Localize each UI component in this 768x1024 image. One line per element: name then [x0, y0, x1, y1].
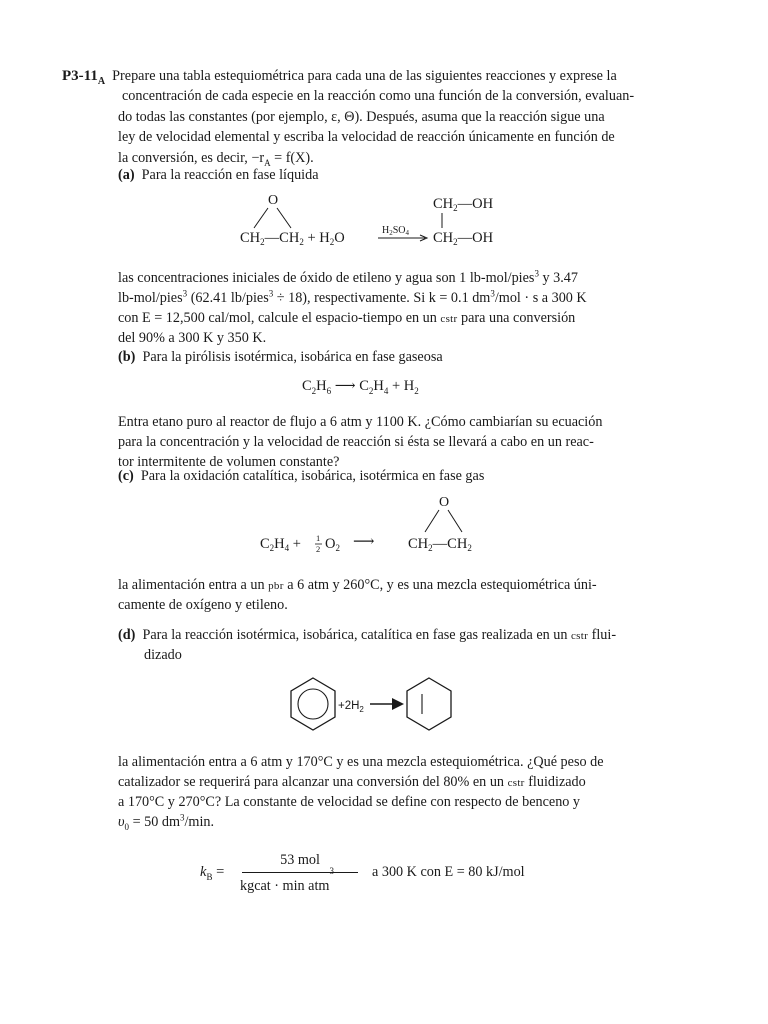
- part-c-reaction: [255, 490, 505, 556]
- part-d-reaction: [282, 674, 462, 736]
- part-a-heading: (a) Para la reacción en fase líquida: [118, 167, 319, 183]
- rate-constant-equation: [200, 850, 580, 900]
- svg-text:1: 1: [316, 533, 321, 543]
- part-a-text: las concentraciones iniciales de óxido de etileno y agua son 1 lb-mol/pies$^3$ y 3.47 lb-mol/pies$^3$ (62.41 lb/pies$^3$ ÷ 18), respectivamente. Si k = 0.1 $dm^3$/mol · s a 300 K con E = 12,500 cal/mol, calcule el espacio-tiempo en un cstr para una conversión del 90% a 300 K y 350 K.: [118, 268, 587, 346]
- hydrogen-reagent: $+2H_2$: [338, 700, 364, 714]
- cyclohexane-ring: [407, 678, 451, 730]
- part-b-reaction: $C_2H_6$ ⟶ $C_2H_4 + H_2$: [302, 378, 419, 396]
- problem-intro-line-5: la conversión, es decir, $-r_A = f(X)$.: [118, 150, 314, 168]
- ethylene-oxide-formula: $CH_2—CH_2 + H_2O$: [240, 230, 345, 247]
- kb-lhs: $k_B$ =: [200, 864, 225, 882]
- part-c-text: la alimentación entra a un pbr a 6 atm y 260°C, y es una mezcla estequiométrica úni- camente de oxígeno y etileno.: [118, 577, 597, 613]
- problem-number: $P3-11_A$: [62, 68, 106, 87]
- kb-numerator: 53 mol: [280, 852, 320, 868]
- problem-intro-line-3: do todas las constantes (por ejemplo, ε, Θ). Después, asuma que la reacción sigue una: [118, 109, 605, 125]
- epoxide-oxygen: O: [439, 495, 450, 510]
- part-d-text: la alimentación entra a 6 atm y 170°C y es una mezcla estequiométrica. ¿Qué peso de catalizador se requerirá para alcanzar una conversión del 80% en un cstr fluidizado a 170°C y 270°C? La constante de velocidad se define con respecto de benceno y $\upsilon_0 = 50$ $dm^3/\min$.: [118, 754, 604, 832]
- part-a-reaction: [230, 188, 530, 250]
- benzene-ring: [291, 678, 335, 730]
- svg-text:O2: $O_2$: [325, 536, 340, 553]
- part-b-heading: (b) Para la pirólisis isotérmica, isobárica en fase gaseosa: [118, 349, 443, 365]
- problem-intro-line-1: $P3-11_A$ Prepare una tabla estequiométrica para cada una de las siguientes reacciones y exprese la: [62, 68, 617, 87]
- part-c-heading: (c) Para la oxidación catalítica, isobárica, isotérmica en fase gas: [118, 468, 485, 484]
- ethylene-oxygen-reactants: $C_2H_4$ +: [260, 536, 301, 553]
- reaction-arrow: ⟶: [353, 534, 375, 550]
- ethylene-oxide-product: $CH_2—CH_2$: [408, 536, 472, 553]
- part-d-heading-cont: dizado: [144, 647, 182, 663]
- svg-text:2: 2: [316, 544, 321, 554]
- ethylene-glycol-top: $CH_2—OH$: [433, 196, 494, 213]
- kb-denominator: kgcat · min atm$^3$: [240, 866, 334, 894]
- ethylene-glycol-bottom: $CH_2—OH$: [433, 230, 494, 247]
- fraction-bar: [242, 872, 358, 873]
- kb-conditions: a 300 K con E = 80 kJ/mol: [372, 864, 525, 880]
- part-b-text: Entra etano puro al reactor de flujo a 6 atm y 1100 K. ¿Cómo cambiarían su ecuación para la concentración y la velocidad de reacción si ésta se llevará a cabo en un reac- tor intermitente de volumen constante?: [118, 414, 603, 470]
- epoxide-oxygen: O: [268, 193, 279, 208]
- problem-intro-line-4: ley de velocidad elemental y escriba la velocidad de reacción únicamente en función de: [118, 129, 615, 145]
- catalyst-label: $H_2SO_4$: [382, 225, 410, 237]
- problem-intro-line-2: concentración de cada especie en la reacción como una función de la conversión, evaluan-: [122, 88, 635, 104]
- part-d-heading: (d) Para la reacción isotérmica, isobárica, catalítica en fase gas realizada en un cstr flui-: [118, 627, 617, 643]
